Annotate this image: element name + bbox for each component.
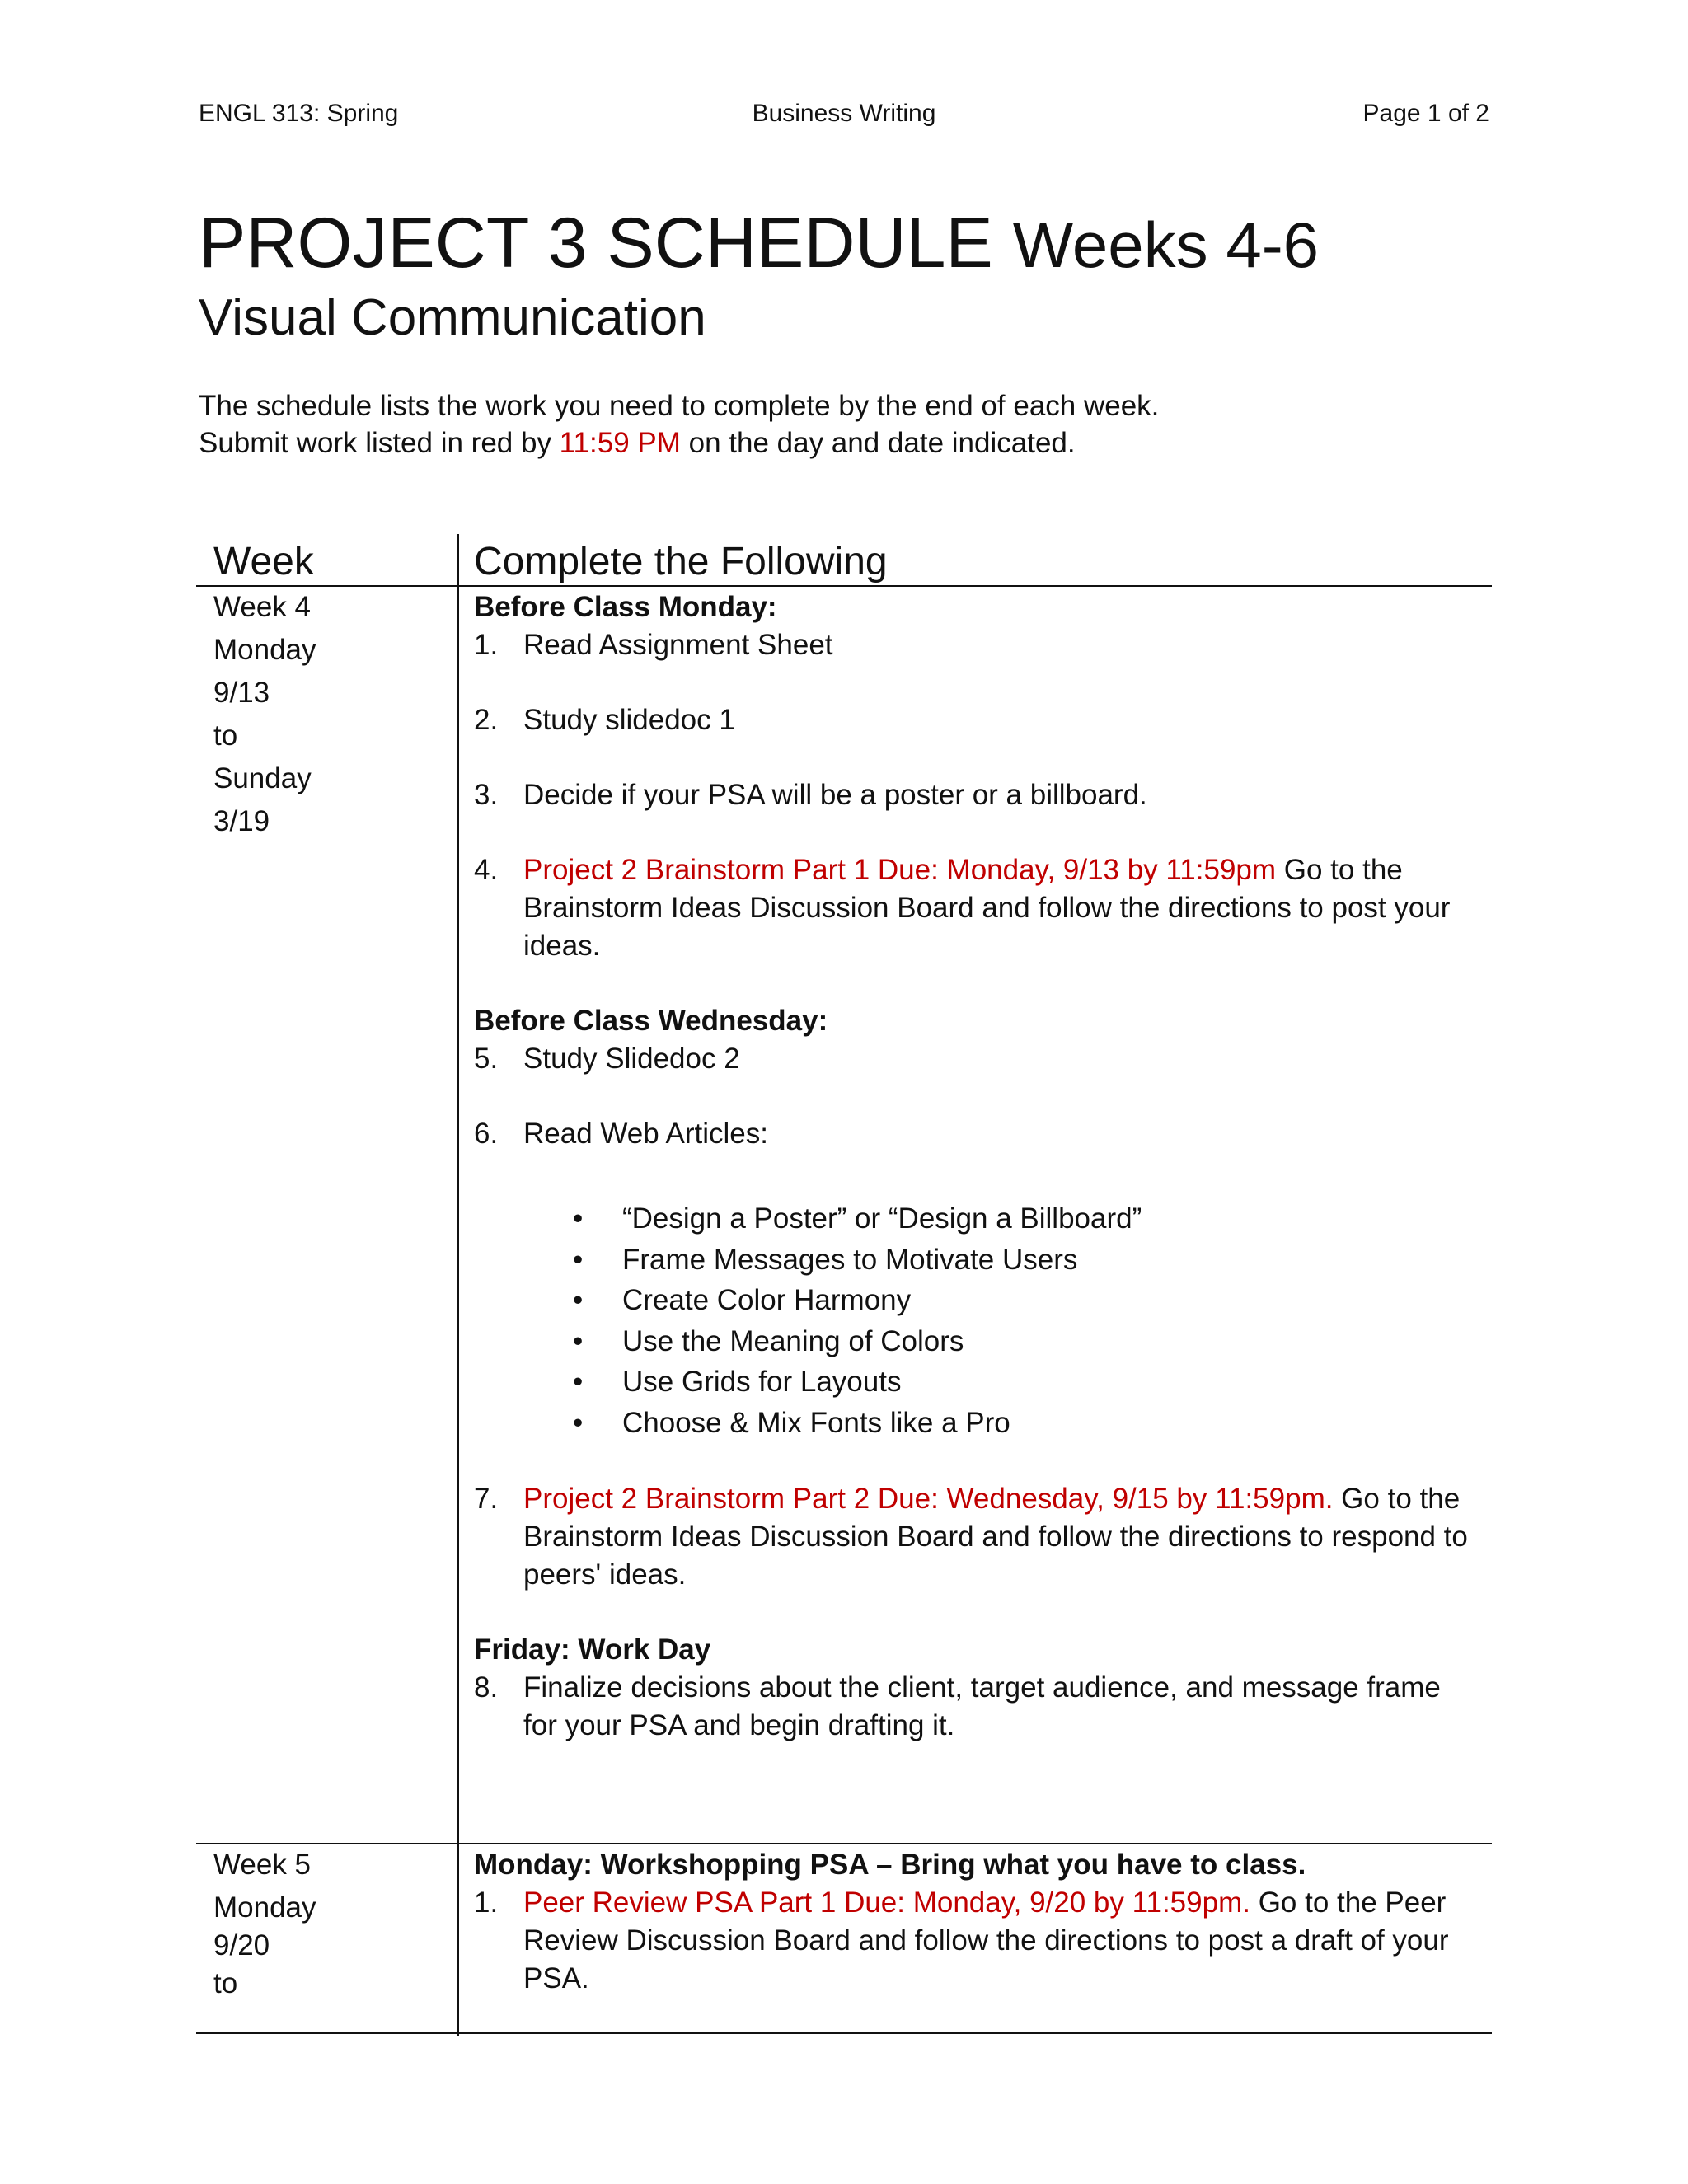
list-item: 3. Decide if your PSA will be a poster or a billboard.	[474, 779, 1147, 811]
intro-line-1: The schedule lists the work you need to complete by the end of each week.	[199, 390, 1160, 422]
week4-line: Monday	[213, 634, 316, 666]
column-header-week: Week	[213, 540, 314, 583]
bullet-item: • Frame Messages to Motivate Users	[622, 1240, 1479, 1281]
table-column-divider	[457, 534, 459, 2036]
title-main: PROJECT 3 SCHEDULE	[199, 204, 993, 283]
page-subtitle: Visual Communication	[199, 289, 706, 346]
bullet-item: • Choose & Mix Fonts like a Pro	[622, 1403, 1479, 1444]
week5-label-cell	[213, 1844, 316, 2005]
title-weeks: Weeks 4-6	[1012, 209, 1320, 281]
intro-line-2: Submit work listed in red by 11:59 PM on the day and date indicated.	[199, 427, 1076, 459]
deadline-time: 11:59 PM	[559, 427, 681, 459]
bullet-item: • Use Grids for Layouts	[622, 1361, 1479, 1403]
table-row-divider	[196, 1843, 1492, 1844]
week4-line: to	[213, 719, 238, 752]
week4-line: Week 4	[213, 591, 312, 623]
due-date-red: Peer Review PSA Part 1 Due: Monday, 9/20 by 11:59pm.	[523, 1886, 1250, 1919]
week4-label-cell	[213, 586, 316, 843]
week5-line: Week 5	[213, 1849, 312, 1881]
list-item: 8. Finalize decisions about the client, target audience, and message frame for your PSA and begin drafting it.	[474, 1671, 1441, 1741]
before-monday-heading: Before Class Monday:	[474, 591, 777, 623]
header-subject: Business Writing	[752, 100, 936, 127]
list-item: 7. Project 2 Brainstorm Part 2 Due: Wednesday, 9/15 by 11:59pm. Go to the Brainstorm Ideas Discussion Board and follow the directions to respond to peers' ideas.	[474, 1483, 1468, 1591]
week4-line: Sunday	[213, 762, 312, 794]
due-date-red: Project 2 Brainstorm Part 2 Due: Wednesday, 9/15 by 11:59pm.	[523, 1483, 1334, 1515]
friday-heading: Friday: Work Day	[474, 1633, 711, 1666]
list-item: 6. Read Web Articles:	[474, 1118, 768, 1150]
page-title	[199, 202, 1319, 286]
before-wednesday-heading: Before Class Wednesday:	[474, 1005, 828, 1037]
week4-line: 3/19	[213, 805, 270, 837]
week4-content-cell	[474, 588, 1479, 1745]
bullet-item: • “Design a Poster” or “Design a Billboard”	[622, 1198, 1479, 1240]
due-date-red: Project 2 Brainstorm Part 1 Due: Monday, 9/13 by 11:59pm	[523, 854, 1277, 886]
column-header-complete: Complete the Following	[474, 540, 888, 583]
list-item: 1. Peer Review PSA Part 1 Due: Monday, 9/20 by 11:59pm. Go to the Peer Review Discussion Board and follow the directions to post a draft of your PSA.	[474, 1886, 1449, 1994]
week5-line: Monday	[213, 1891, 316, 1924]
week4-line: 9/13	[213, 677, 270, 709]
header-course: ENGL 313: Spring	[199, 100, 399, 127]
intro-paragraph	[199, 387, 1159, 462]
week5-content-cell	[474, 1846, 1479, 1998]
week5-line: to	[213, 1967, 238, 1999]
list-item: 1. Read Assignment Sheet	[474, 629, 833, 661]
web-articles-list	[474, 1198, 1479, 1443]
table-bottom-rule	[196, 2032, 1492, 2034]
header-page-number: Page 1 of 2	[1362, 100, 1489, 127]
list-item: 2. Study slidedoc 1	[474, 704, 735, 736]
list-item: 5. Study Slidedoc 2	[474, 1043, 740, 1075]
monday-workshop-heading: Monday: Workshopping PSA – Bring what you have to class.	[474, 1849, 1306, 1881]
week5-line: 9/20	[213, 1929, 270, 1961]
bullet-item: • Create Color Harmony	[622, 1280, 1479, 1321]
list-item: 4. Project 2 Brainstorm Part 1 Due: Monday, 9/13 by 11:59pm Go to the Brainstorm Ideas Discussion Board and follow the directions to post your ideas.	[474, 854, 1451, 962]
bullet-item: • Use the Meaning of Colors	[622, 1321, 1479, 1362]
